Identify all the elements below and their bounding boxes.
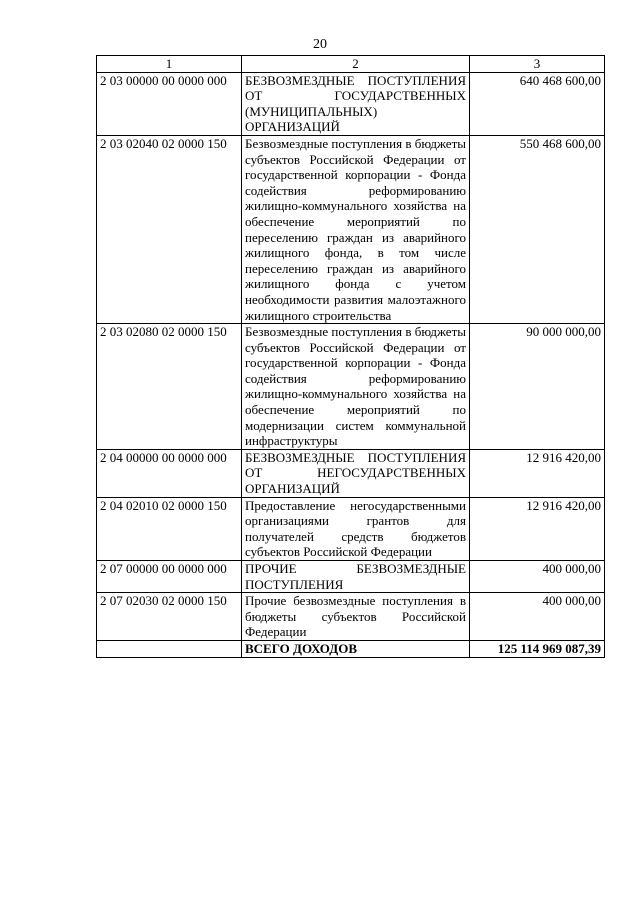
budget-code: 2 03 02080 02 0000 150 xyxy=(97,324,242,450)
total-code-cell xyxy=(97,640,242,657)
item-amount: 12 916 420,00 xyxy=(470,497,605,560)
page-number: 20 xyxy=(313,37,327,52)
item-amount: 400 000,00 xyxy=(470,561,605,593)
column-header-1: 1 xyxy=(97,56,242,73)
revenue-table xyxy=(96,55,605,658)
item-amount: 12 916 420,00 xyxy=(470,449,605,497)
item-description: Безвозмездные поступления в бюджеты субъектов Российской Федерации от государственной корпорации - Фонда содействия реформированию жилищно-коммунального хозяйства на обеспечение мероприятий по переселению граждан из аварийного жилищного фонда, в том числе переселению граждан из аварийного жилищного фонда с учетом необходимости развития малоэтажного жилищного строительства xyxy=(242,135,470,323)
table-row xyxy=(97,449,605,497)
total-label: ВСЕГО ДОХОДОВ xyxy=(242,640,470,657)
item-amount: 400 000,00 xyxy=(470,593,605,641)
item-description: Безвозмездные поступления в бюджеты субъектов Российской Федерации от государственной корпорации - Фонда содействия реформированию жилищно-коммунального хозяйства на обеспечение мероприятий по модернизации систем коммунальной инфраструктуры xyxy=(242,324,470,450)
table-row xyxy=(97,324,605,450)
column-header-2: 2 xyxy=(242,56,470,73)
total-amount: 125 114 969 087,39 xyxy=(470,640,605,657)
table-row xyxy=(97,497,605,560)
budget-code: 2 03 02040 02 0000 150 xyxy=(97,135,242,323)
budget-code: 2 03 00000 00 0000 000 xyxy=(97,72,242,135)
table-row xyxy=(97,593,605,641)
total-row xyxy=(97,640,605,657)
table-row xyxy=(97,135,605,323)
item-amount: 640 468 600,00 xyxy=(470,72,605,135)
item-description: ПРОЧИЕ БЕЗВОЗМЕЗДНЫЕ ПОСТУПЛЕНИЯ xyxy=(242,561,470,593)
budget-code: 2 07 00000 00 0000 000 xyxy=(97,561,242,593)
item-description: БЕЗВОЗМЕЗДНЫЕ ПОСТУПЛЕНИЯ ОТ ГОСУДАРСТВЕННЫХ (МУНИЦИПАЛЬНЫХ) ОРГАНИЗАЦИЙ xyxy=(242,72,470,135)
item-description: Предоставление негосударственными организациями грантов для получателей средств бюджетов субъектов Российской Федерации xyxy=(242,497,470,560)
item-amount: 90 000 000,00 xyxy=(470,324,605,450)
column-header-3: 3 xyxy=(470,56,605,73)
budget-code: 2 04 02010 02 0000 150 xyxy=(97,497,242,560)
table-row xyxy=(97,561,605,593)
table-row xyxy=(97,72,605,135)
budget-code: 2 07 02030 02 0000 150 xyxy=(97,593,242,641)
table-header-row xyxy=(97,56,605,73)
item-amount: 550 468 600,00 xyxy=(470,135,605,323)
budget-code: 2 04 00000 00 0000 000 xyxy=(97,449,242,497)
item-description: БЕЗВОЗМЕЗДНЫЕ ПОСТУПЛЕНИЯ ОТ НЕГОСУДАРСТВЕННЫХ ОРГАНИЗАЦИЙ xyxy=(242,449,470,497)
item-description: Прочие безвозмездные поступления в бюджеты субъектов Российской Федерации xyxy=(242,593,470,641)
